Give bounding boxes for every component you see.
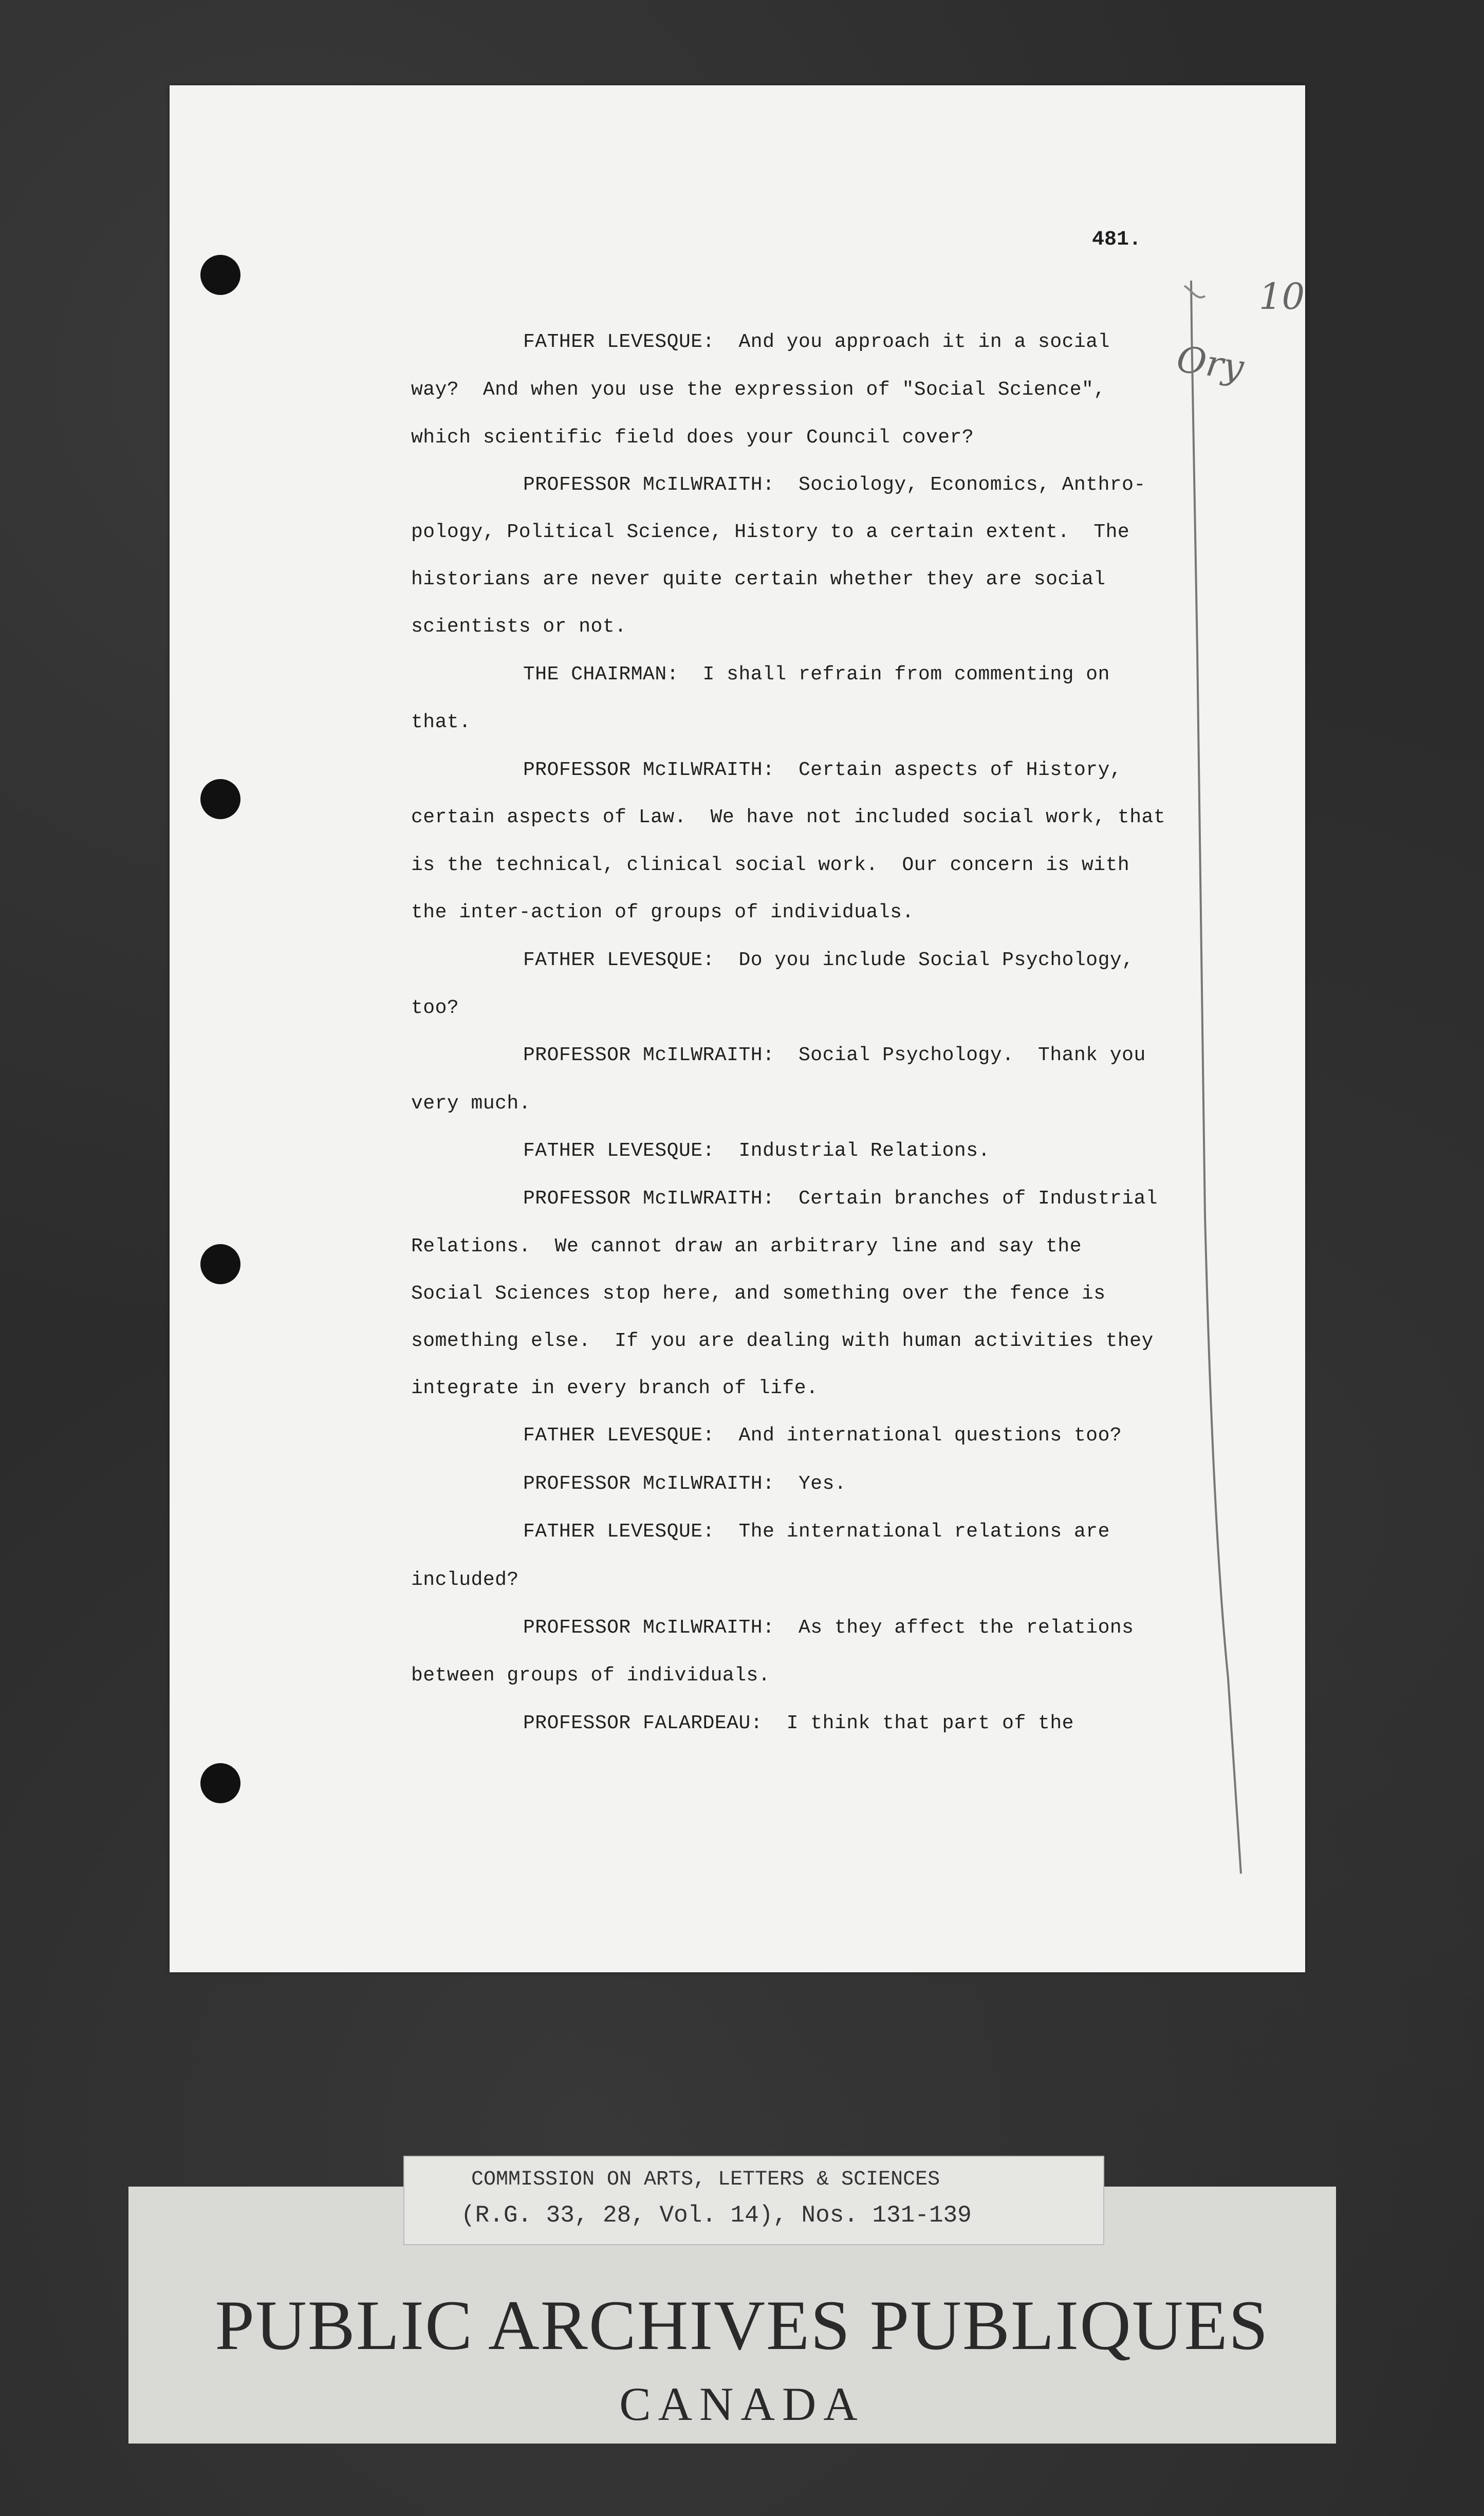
text-line: PROFESSOR McILWRAITH: Certain branches of Industrial: [523, 1188, 1158, 1210]
text-line: scientists or not.: [411, 616, 627, 638]
document-page: [170, 85, 1305, 1972]
archive-label-line-2: (R.G. 33, 28, Vol. 14), Nos. 131-139: [461, 2202, 972, 2229]
archive-label-line-1: COMMISSION ON ARTS, LETTERS & SCIENCES: [471, 2168, 940, 2191]
text-line: certain aspects of Law. We have not included social work, that: [411, 806, 1166, 828]
archives-title: PUBLIC ARCHIVES PUBLIQUES: [215, 2286, 1269, 2364]
text-line: FATHER LEVESQUE: Industrial Relations.: [523, 1140, 990, 1162]
text-line: PROFESSOR McILWRAITH: Sociology, Economics, Anthro-: [523, 474, 1146, 496]
text-line: PROFESSOR McILWRAITH: Social Psychology. Thank you: [523, 1044, 1146, 1066]
text-line: between groups of individuals.: [411, 1664, 771, 1687]
handwritten-note: Ory: [1174, 338, 1247, 389]
text-line: is the technical, clinical social work. Our concern is with: [411, 854, 1130, 876]
text-line: very much.: [411, 1093, 531, 1115]
text-line: something else. If you are dealing with human activities they: [411, 1330, 1154, 1352]
handwritten-note: 10: [1259, 275, 1305, 318]
text-line: pology, Political Science, History to a certain extent. The: [411, 521, 1130, 543]
text-line: FATHER LEVESQUE: The international relations are: [523, 1521, 1110, 1543]
text-line: PROFESSOR McILWRAITH: Certain aspects of History,: [523, 759, 1122, 781]
text-line: too?: [411, 997, 459, 1019]
text-line: THE CHAIRMAN: I shall refrain from commenting on: [523, 663, 1110, 686]
text-line: Social Sciences stop here, and something over the fence is: [411, 1283, 1106, 1305]
archives-subtitle: CANADA: [619, 2378, 865, 2430]
text-line: way? And when you use the expression of "Social Science",: [411, 379, 1106, 401]
pencil-margin-line: [170, 85, 1305, 1972]
page-number: 481.: [1092, 228, 1142, 251]
text-line: Relations. We cannot draw an arbitrary line and say the: [411, 1235, 1082, 1257]
text-line: PROFESSOR McILWRAITH: As they affect the relations: [523, 1617, 1134, 1639]
text-line: historians are never quite certain whether they are social: [411, 568, 1106, 590]
text-line: included?: [411, 1569, 519, 1591]
text-line: FATHER LEVESQUE: And you approach it in a social: [523, 331, 1110, 353]
text-line: PROFESSOR FALARDEAU: I think that part of the: [523, 1712, 1074, 1734]
text-line: FATHER LEVESQUE: And international questions too?: [523, 1424, 1122, 1447]
text-line: integrate in every branch of life.: [411, 1377, 819, 1399]
text-line: which scientific field does your Council cover?: [411, 427, 974, 449]
text-line: PROFESSOR McILWRAITH: Yes.: [523, 1473, 847, 1495]
text-line: that.: [411, 711, 471, 733]
text-line: FATHER LEVESQUE: Do you include Social Psychology,: [523, 949, 1134, 971]
text-line: the inter-action of groups of individuals.: [411, 901, 914, 923]
archive-label: [403, 2156, 1104, 2245]
